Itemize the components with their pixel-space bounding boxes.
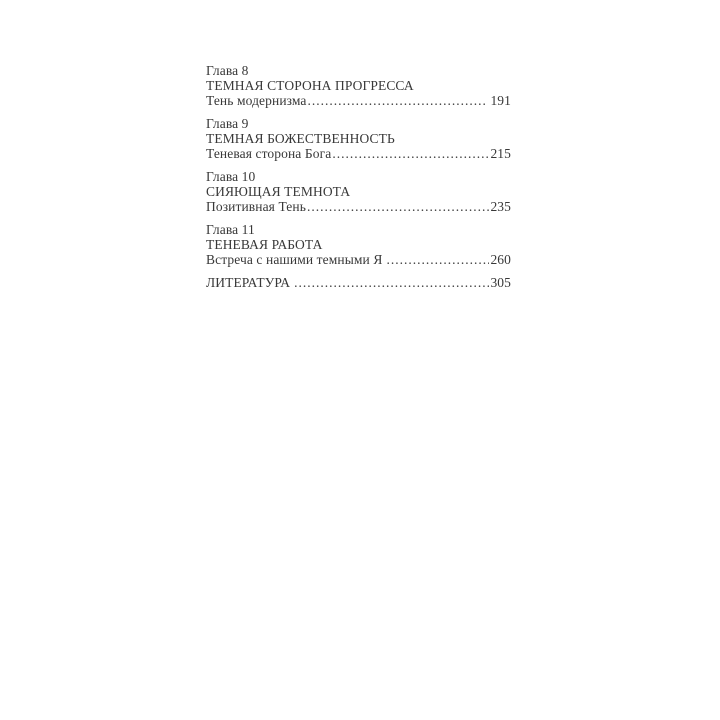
toc-entry-chapter-10 (206, 169, 511, 214)
dot-leader (332, 146, 489, 161)
dot-leader (294, 275, 489, 290)
chapter-subtitle: Позитивная Тень (206, 199, 306, 214)
chapter-subtitle: Тень модернизма (206, 93, 307, 108)
chapter-number: Глава 8 (206, 63, 249, 78)
page-number: 305 (490, 275, 511, 290)
toc-line (206, 252, 511, 267)
chapter-subtitle: Теневая сторона Бога (206, 146, 332, 161)
toc-line (206, 275, 511, 290)
page-number: 235 (490, 199, 511, 214)
chapter-title: СИЯЮЩАЯ ТЕМНОТА (206, 184, 351, 199)
chapter-number: Глава 11 (206, 222, 255, 237)
page-number: 191 (490, 93, 511, 108)
chapter-title: ТЕМНАЯ СТОРОНА ПРОГРЕССА (206, 78, 414, 93)
table-of-contents (206, 63, 511, 298)
chapter-number: Глава 10 (206, 169, 256, 184)
dot-leader (307, 199, 489, 214)
toc-entry-chapter-9 (206, 116, 511, 161)
page-number: 260 (490, 252, 511, 267)
toc-entry-chapter-8 (206, 63, 511, 108)
chapter-subtitle: Встреча с нашими темными Я (206, 252, 383, 267)
toc-line (206, 199, 511, 214)
chapter-title: ТЕНЕВАЯ РАБОТА (206, 237, 323, 252)
toc-entry-chapter-11 (206, 222, 511, 267)
dot-leader (308, 93, 486, 108)
chapter-number: Глава 9 (206, 116, 249, 131)
toc-line (206, 146, 511, 161)
dot-leader (386, 252, 489, 267)
literature-label: ЛИТЕРАТУРА (206, 275, 291, 290)
toc-line (206, 93, 511, 108)
toc-entry-literature (206, 275, 511, 290)
page-number: 215 (490, 146, 511, 161)
chapter-title: ТЕМНАЯ БОЖЕСТВЕННОСТЬ (206, 131, 395, 146)
